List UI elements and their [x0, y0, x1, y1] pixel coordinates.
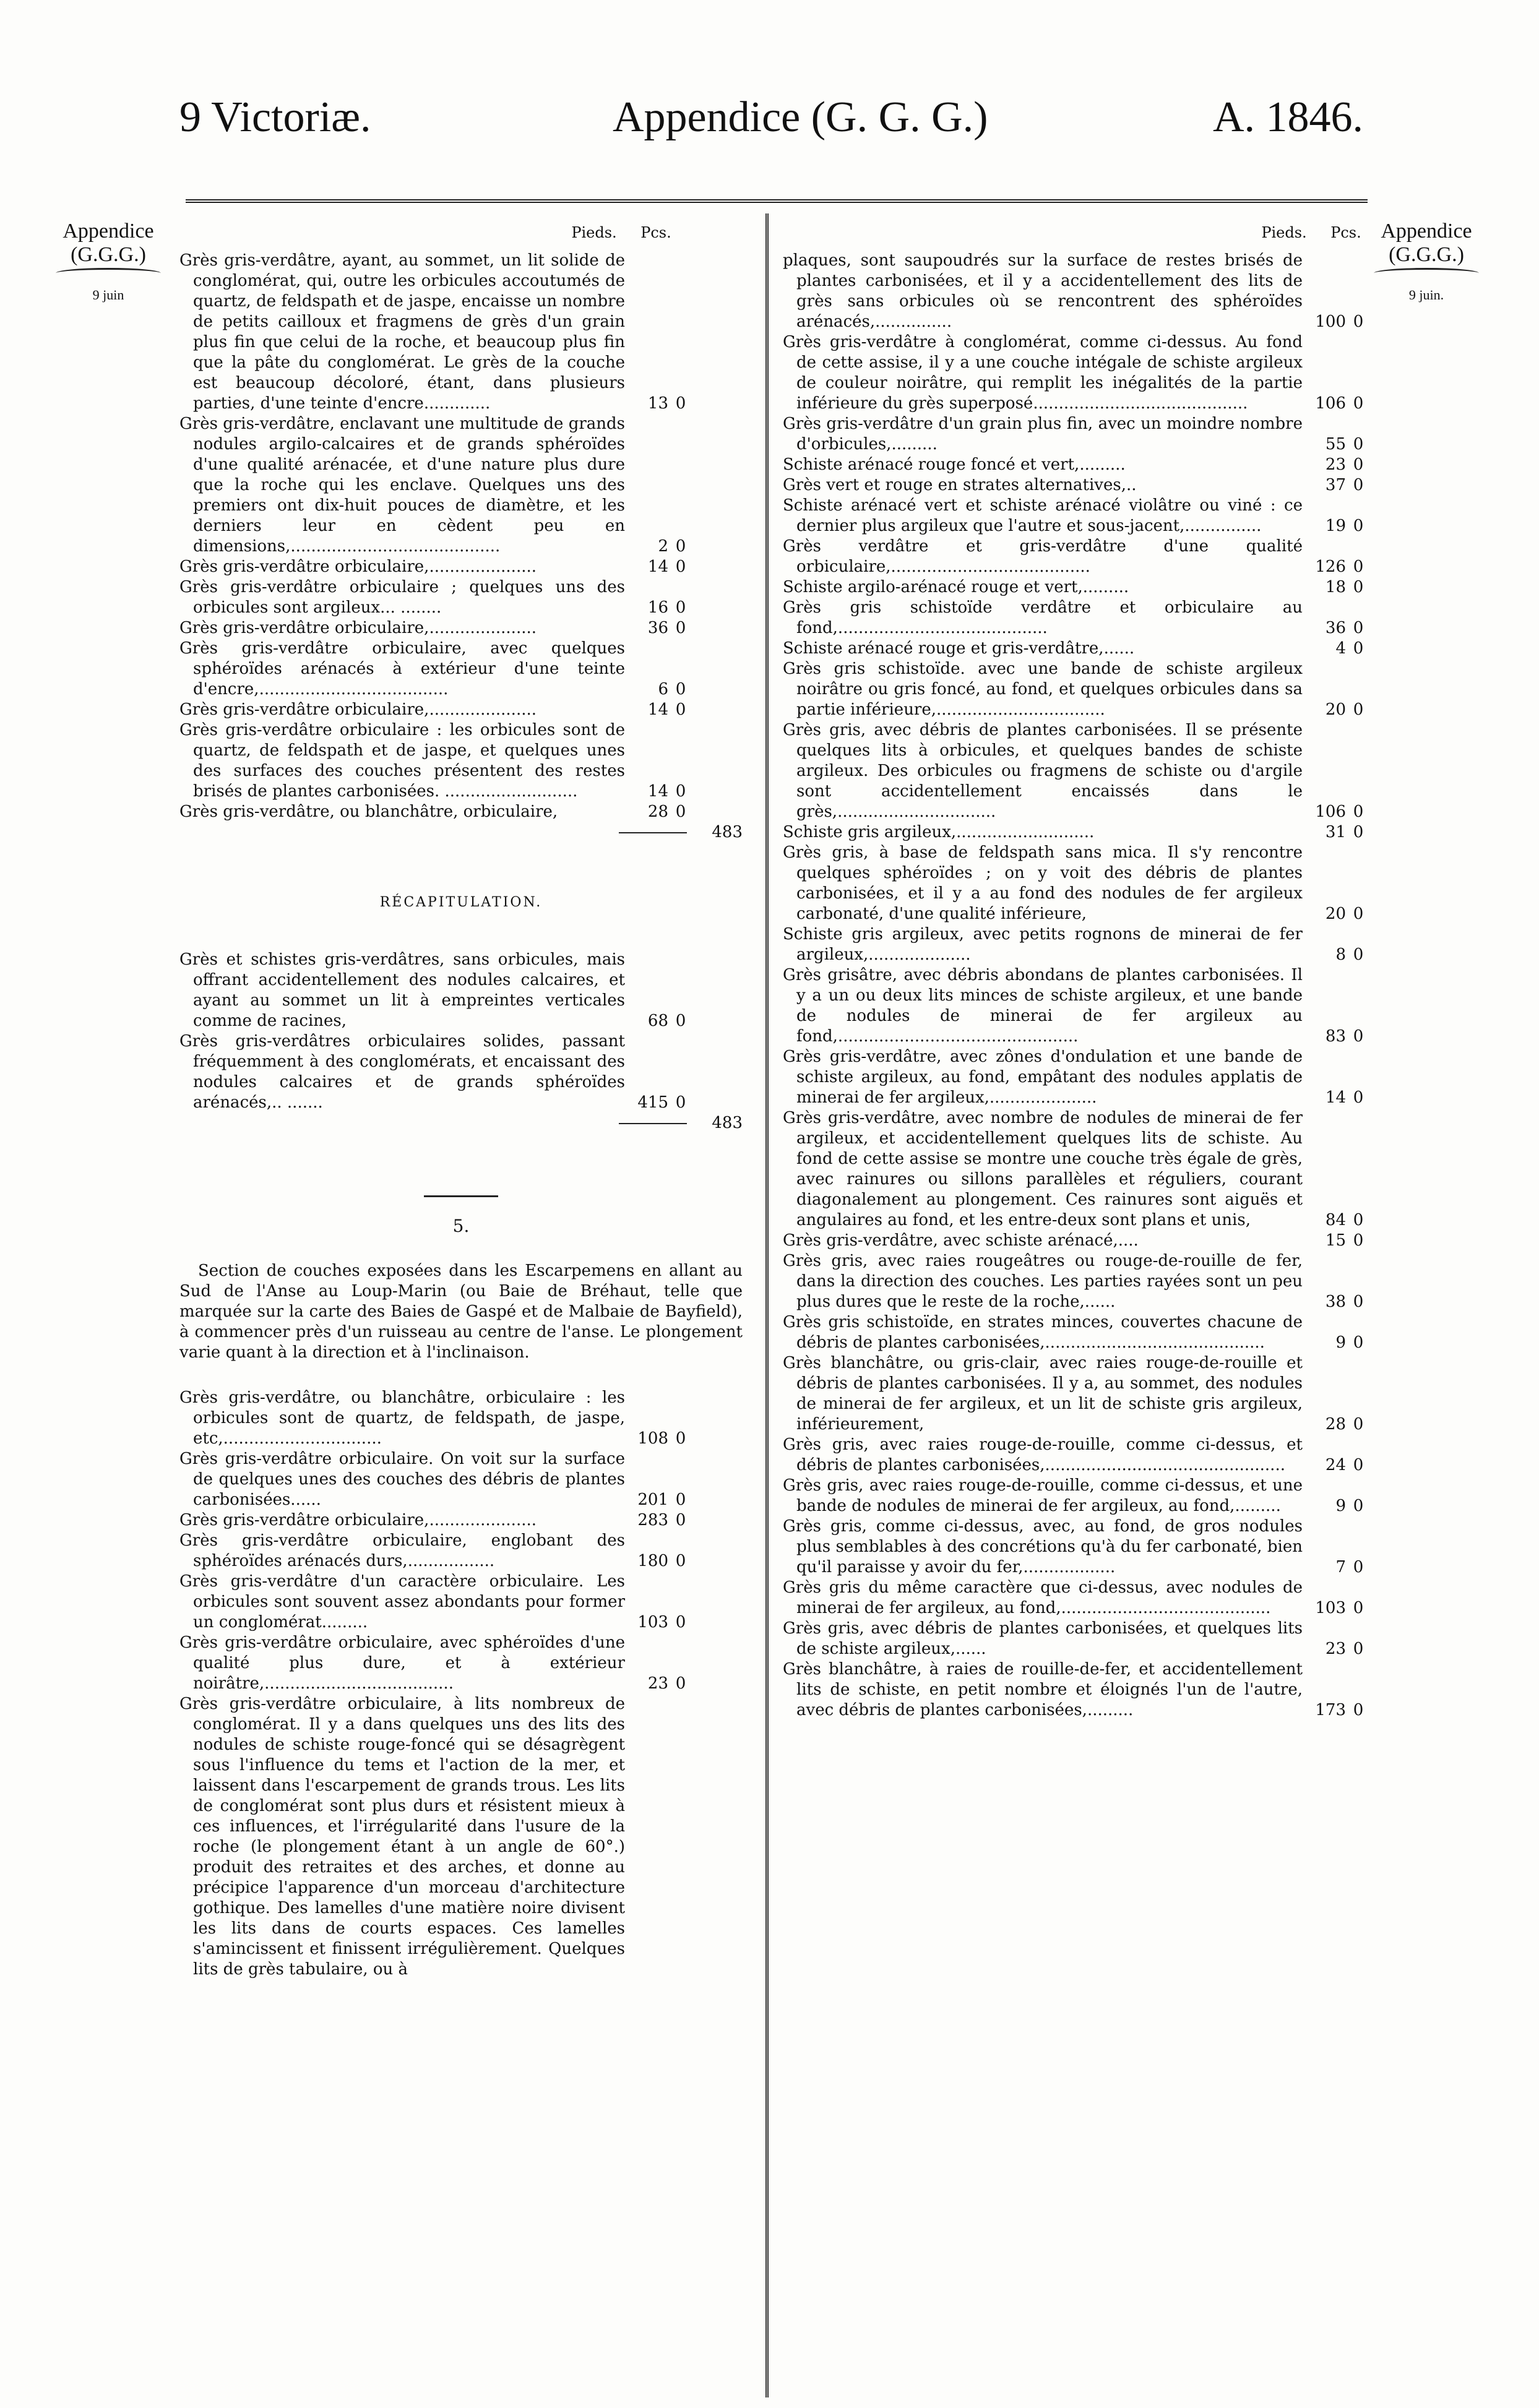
stratum-text: Grès vert et rouge en strates alternatives,..: [783, 476, 1137, 494]
stratum-inches: 0: [675, 680, 686, 699]
head-feet: Pieds.: [571, 224, 617, 241]
section-number: 5.: [452, 1216, 470, 1236]
stratum-feet: 4: [1335, 639, 1346, 658]
stratum-inches: 0: [675, 1093, 686, 1112]
stratum-text: Grès et schistes gris-verdâtres, sans orbicules, mais offrant accidentellement des nodules calcaires, et ayant au sommet un lit à empreintes verticales comme de racines,: [179, 950, 625, 1030]
stratum-inches: 0: [1353, 802, 1364, 821]
stratum-text: Grès gris-verdâtre, enclavant une multitude de grands nodules argilo-calcaires et de grands sphéroïdes d'une qualité arénacée, et d'une nature plus dure que la roche qui les enclave. Quelques uns des premiers ont dix-huit pouces de diamètre, et les derniers leur en cèdent peu en dimensions,.........................................: [179, 415, 626, 556]
margin-label: Appendice (G.G.G.): [1381, 220, 1472, 266]
stratum-inches: 0: [1353, 1292, 1364, 1311]
total-line: [179, 822, 743, 843]
stratum-feet: 23: [647, 1674, 668, 1693]
stratum-text: Grès blanchâtre, à raies de rouille-de-fer, et accidentellement lits de schiste, en petit nombre et éloignés l'un de l'autre, avec débris de plantes carbonisées,.........: [783, 1660, 1303, 1719]
stratum-inches: 0: [1353, 700, 1364, 719]
total-line: [179, 1113, 743, 1133]
stratum-inches: 0: [1353, 517, 1364, 535]
stratum-inches: 0: [675, 619, 686, 637]
stratum-text: Grès gris-verdâtre orbiculaire,.....................: [179, 700, 537, 719]
stratum-row: [783, 536, 1371, 577]
section5-list: [179, 1388, 743, 1980]
stratum-row: [179, 1694, 743, 1980]
stratum-feet: 14: [647, 557, 668, 576]
stratum-row: [179, 1531, 743, 1572]
stratum-row: [783, 1353, 1371, 1435]
stratum-row: [783, 455, 1371, 475]
stratum-row: [783, 598, 1371, 639]
stratum-row: [783, 1108, 1371, 1231]
stratum-row: [783, 924, 1371, 965]
margin-brace: [1374, 268, 1479, 278]
stratum-text: Grès gris, avec débris de plantes carbonisées. Il se présente quelques lits à orbicules, et quelques bandes de schiste argileux. Des orbicules ou fragmens de schiste ou d'argile sont accidentellement encaissés dans le grès,...............................: [783, 721, 1303, 821]
margin-label: Appendice (G.G.G.): [63, 220, 154, 266]
header-right: A. 1846.: [1213, 93, 1364, 141]
stratum-text: Schiste gris argileux, avec petits rognons de minerai de fer argileux,....................: [783, 925, 1303, 964]
stratum-feet: 283: [637, 1511, 668, 1529]
margin-date: 9 juin: [92, 287, 124, 303]
stratum-row: [783, 659, 1371, 720]
stratum-text: Grès gris-verdâtre, ou blanchâtre, orbiculaire : les orbicules sont de quartz, de feldspath, de jaspe, etc,...............................: [179, 1388, 625, 1448]
stratum-inches: 0: [1353, 1333, 1364, 1352]
stratum-inches: 0: [675, 1674, 686, 1693]
stratum-inches: 0: [1353, 945, 1364, 964]
margin-note-left: [50, 220, 167, 307]
stratum-row: [783, 496, 1371, 536]
stratum-text: Grès gris, avec raies rouge-de-rouille, comme ci-dessus, et une bande de nodules de minerai de fer argileux, au fond,.........: [783, 1476, 1303, 1515]
stratum-inches: 0: [675, 1429, 686, 1448]
stratum-row: [179, 1633, 743, 1694]
stratum-feet: 173: [1315, 1701, 1346, 1719]
strata-list: [179, 251, 743, 822]
stratum-text: Grès gris-verdâtre à conglomérat, comme ci-dessus. Au fond de cette assise, il y a une couche intégale de schiste argileux de couleur noirâtre, qui remplit les inégalités de la partie inférieure du grès superposé..........................................: [783, 333, 1303, 413]
stratum-text: Grès gris du même caractère que ci-dessus, avec nodules de minerai de fer argileux, au fond,.........................................: [783, 1578, 1303, 1617]
column-divider: [765, 213, 771, 2397]
stratum-row: [783, 822, 1371, 843]
stratum-row: [783, 1047, 1371, 1108]
stratum-text: Grès gris-verdâtre orbiculaire,.....................: [179, 619, 537, 637]
stratum-inches: 0: [1353, 1231, 1364, 1250]
stratum-text: Grès gris-verdâtre d'un grain plus fin, avec un moindre nombre d'orbicules,.........: [783, 415, 1303, 454]
stratum-inches: 0: [1353, 435, 1364, 454]
section-rule: [424, 1195, 498, 1197]
stratum-row: [783, 414, 1371, 455]
stratum-text: plaques, sont saupoudrés sur la surface de restes brisés de plantes carbonisées, et il y a accidentellement des lits de grès sans orbicules où se rencontrent des sphéroïdes arénacés,...............: [783, 251, 1303, 331]
section-intro: Section de couches exposées dans les Escarpemens en allant au Sud de l'Anse au Loup-Marin (ou Baie de Bréhaut, telle que marquée sur la carte des Baies de Gaspé et de Malbaie de Bayfield), à commencer près d'un ruisseau au centre de l'anse. Le plongement varie quant à la direction et à l'inclinaison.: [179, 1262, 743, 1362]
stratum-feet: 19: [1325, 517, 1346, 535]
stratum-feet: 83: [1325, 1027, 1346, 1046]
stratum-inches: 0: [675, 802, 686, 821]
stratum-inches: 0: [1353, 1558, 1364, 1576]
total-value: 483: [712, 1114, 743, 1132]
head-inches: Pcs.: [1330, 224, 1361, 241]
header-left: 9 Victoriæ.: [179, 93, 371, 141]
margin-brace: [56, 268, 161, 278]
stratum-inches: 0: [1353, 1088, 1364, 1107]
stratum-inches: 0: [675, 1552, 686, 1570]
stratum-feet: 415: [637, 1093, 668, 1112]
stratum-feet: 55: [1325, 435, 1346, 454]
stratum-text: Grès gris-verdâtres orbiculaires solides, passant fréquemment à des conglomérats, et encaissant des nodules calcaires et de grands sphéroïdes arénacés,.. .......: [179, 1032, 625, 1112]
stratum-feet: 201: [637, 1490, 668, 1509]
stratum-inches: 0: [1353, 1027, 1364, 1046]
stratum-inches: 0: [675, 1511, 686, 1529]
stratum-row: [783, 720, 1371, 822]
stratum-text: Grès verdâtre et gris-verdâtre d'une qualité orbiculaire,.......................................: [783, 537, 1303, 576]
stratum-feet: 84: [1325, 1211, 1346, 1229]
stratum-text: Grès blanchâtre, ou gris-clair, avec raies rouge-de-rouille et débris de plantes carbonisées. Il y a, au sommet, des nodules de minerai de fer argileux, et un lit de schiste gris argileux, inférieurement,: [783, 1354, 1303, 1434]
stratum-inches: 0: [1353, 1497, 1364, 1515]
stratum-feet: 14: [647, 782, 668, 801]
stratum-feet: 28: [1325, 1415, 1346, 1434]
stratum-row: [783, 1619, 1371, 1659]
stratum-text: Grès gris-verdâtre orbiculaire ; quelques uns des orbicules sont argileux... ........: [179, 578, 625, 617]
stratum-row: [179, 720, 743, 802]
stratum-text: Grès gris-verdâtre orbiculaire. On voit sur la surface de quelques unes des couches des débris de plantes carbonisées......: [179, 1450, 625, 1509]
stratum-row: [179, 950, 743, 1031]
stratum-row: [783, 1476, 1371, 1516]
stratum-inches: 0: [675, 1490, 686, 1509]
stratum-text: Grès gris, à base de feldspath sans mica. Il s'y rencontre quelques sphéroïdes ; on y voit des débris de plantes carbonisées, et il y a au fond des nodules de fer argileux carbonaté, d'une qualité inférieure,: [783, 843, 1303, 923]
stratum-feet: 68: [647, 1012, 668, 1030]
stratum-feet: 16: [647, 598, 668, 617]
stratum-text: Schiste gris argileux,...........................: [783, 823, 1095, 841]
stratum-feet: 24: [1325, 1456, 1346, 1474]
strata-list: [783, 251, 1371, 1721]
stratum-feet: 100: [1315, 312, 1346, 331]
stratum-text: Grès gris-verdâtre, avec zônes d'ondulation et une bande de schiste argileux, au fond, empâtant des nodules applatis de minerai de fer argileux,.....................: [783, 1047, 1303, 1107]
stratum-text: Grès gris-verdâtre orbiculaire, avec quelques sphéroïdes arénacés à extérieur d'une teinte d'encre,.....................................: [179, 639, 625, 699]
stratum-feet: 23: [1325, 1640, 1346, 1658]
stratum-feet: 37: [1325, 476, 1346, 494]
stratum-text: Schiste arénacé vert et schiste arénacé violâtre ou viné : ce dernier plus argileux que l'autre et sous-jacent,...............: [783, 496, 1303, 535]
header-center: Appendice (G. G. G.): [613, 93, 988, 141]
stratum-row: [783, 1231, 1371, 1251]
stratum-row: [179, 700, 743, 720]
stratum-row: [179, 639, 743, 700]
column-head: [783, 223, 1371, 243]
stratum-text: Grès gris-verdâtre orbiculaire, avec sphéroïdes d'une qualité plus dure, et à extérieur noirâtre,.....................................: [179, 1633, 625, 1693]
stratum-inches: 0: [675, 557, 686, 576]
stratum-row: [783, 1251, 1371, 1312]
stratum-row: [179, 618, 743, 639]
stratum-inches: 0: [675, 700, 686, 719]
stratum-inches: 0: [1353, 455, 1364, 474]
recap-list: [179, 950, 743, 1113]
stratum-inches: 0: [1353, 1456, 1364, 1474]
stratum-text: Grès gris-verdâtre, avec nombre de nodules de minerai de fer argileux, et accidentellement quelques lits de schiste. Au fond de cette assise se montre une couche très égale de grès, avec rainures ou sillons parallèles et réguliers, courant diagonalement au plongement. Ces rainures sont aiguës et angulaires au fond, et les entre-deux sont plans et unis,: [783, 1109, 1303, 1229]
stratum-text: Grès gris-verdâtre orbiculaire, englobant des sphéroïdes arénacés durs,.................: [179, 1531, 625, 1570]
stratum-row: [783, 251, 1371, 332]
stratum-feet: 6: [658, 680, 668, 699]
stratum-text: Schiste arénacé rouge et gris-verdâtre,......: [783, 639, 1135, 658]
stratum-row: [783, 475, 1371, 496]
stratum-inches: 0: [1353, 1701, 1364, 1719]
stratum-feet: 23: [1325, 455, 1346, 474]
stratum-feet: 9: [1335, 1333, 1346, 1352]
stratum-row: [179, 1510, 743, 1531]
stratum-feet: 36: [647, 619, 668, 637]
stratum-feet: 18: [1325, 578, 1346, 596]
stratum-inches: 0: [1353, 1599, 1364, 1617]
head-inches: Pcs.: [640, 224, 671, 241]
stratum-inches: 0: [1353, 394, 1364, 413]
stratum-inches: 0: [1353, 1415, 1364, 1434]
left-column: [179, 223, 743, 1980]
stratum-text: Grès gris-verdâtre, ou blanchâtre, orbiculaire,: [179, 802, 558, 821]
stratum-row: [179, 251, 743, 414]
stratum-text: Grès gris-verdâtre orbiculaire,.....................: [179, 1511, 537, 1529]
stratum-row: [179, 1388, 743, 1449]
stratum-text: Schiste argilo-arénacé rouge et vert,.........: [783, 578, 1129, 596]
stratum-inches: 0: [1353, 578, 1364, 596]
stratum-inches: 0: [675, 598, 686, 617]
stratum-text: Grès grisâtre, avec débris abondans de plantes carbonisées. Il y a un ou deux lits minces de schiste argileux, et une bande de nodules de minerai de fer argileux au fond,...............................................: [783, 966, 1303, 1046]
stratum-feet: 38: [1325, 1292, 1346, 1311]
stratum-feet: 180: [637, 1552, 668, 1570]
stratum-row: [179, 557, 743, 577]
stratum-row: [179, 1449, 743, 1510]
stratum-text: Grès gris schistoïde. avec une bande de schiste argileux noirâtre ou gris foncé, au fond, et quelques orbicules dans sa partie inférieure,.................................: [783, 660, 1303, 719]
stratum-row: [179, 1572, 743, 1633]
stratum-feet: 103: [1315, 1599, 1346, 1617]
stratum-text: Schiste arénacé rouge foncé et vert,.........: [783, 455, 1126, 474]
stratum-text: Grès gris-verdâtre orbiculaire, à lits nombreux de conglomérat. Il y a dans quelques uns des lits des nodules de schiste rouge-foncé qui se désagrègent sous l'influence du tems et l'action de la mer, et laissent dans l'escarpement de grands trous. Les lits de conglomérat sont plus durs et résistent mieux à ces influences, et l'irrégularité dans l'usure de la roche (le plongement étant à un angle de 60°.) produit des retraites et des arches, et donne au précipice l'apparence d'un morceau d'architecture gothique. Des lamelles d'une matière noire divisent les lits dans de courts espaces. Ces lamelles s'amincissent et finissent irrégulièrement. Quelques lits de grès tabulaire, ou à: [179, 1695, 625, 1979]
stratum-inches: 0: [675, 394, 686, 413]
stratum-feet: 8: [1335, 945, 1346, 964]
stratum-inches: 0: [1353, 619, 1364, 637]
stratum-row: [179, 414, 743, 557]
stratum-inches: 0: [1353, 823, 1364, 841]
stratum-inches: 0: [1353, 557, 1364, 576]
total-value: 483: [712, 823, 743, 841]
stratum-text: Grès gris-verdâtre orbiculaire,.....................: [179, 557, 537, 576]
stratum-feet: 106: [1315, 802, 1346, 821]
stratum-inches: 0: [675, 782, 686, 801]
stratum-inches: 0: [1353, 1640, 1364, 1658]
head-feet: Pieds.: [1261, 224, 1307, 241]
stratum-text: Grès gris, avec raies rouge-de-rouille, comme ci-dessus, et débris de plantes carbonisées,...............................................: [783, 1435, 1303, 1474]
stratum-row: [783, 843, 1371, 924]
stratum-inches: 0: [675, 1613, 686, 1632]
stratum-text: Grès gris schistoïde verdâtre et orbiculaire au fond,.........................................: [783, 598, 1303, 637]
stratum-row: [783, 1312, 1371, 1353]
stratum-feet: 14: [1325, 1088, 1346, 1107]
stratum-inches: 0: [1353, 639, 1364, 658]
stratum-text: Grès gris-verdâtre d'un caractère orbiculaire. Les orbicules sont souvent assez abondants pour former un conglomérat.........: [179, 1572, 625, 1632]
stratum-inches: 0: [675, 537, 686, 556]
stratum-text: Grès gris-verdâtre orbiculaire : les orbicules sont de quartz, de feldspath et de jaspe, et quelques unes des surfaces des couches présentent des restes brisés de plantes carbonisées. ..........................: [179, 721, 625, 801]
stratum-inches: 0: [675, 1012, 686, 1030]
stratum-feet: 31: [1325, 823, 1346, 841]
stratum-row: [179, 802, 743, 822]
column-head: [179, 223, 743, 243]
stratum-row: [179, 1031, 743, 1113]
margin-date: 9 juin.: [1408, 287, 1444, 303]
stratum-feet: 103: [637, 1613, 668, 1632]
header-rule: [186, 199, 1368, 207]
stratum-row: [179, 577, 743, 618]
stratum-row: [783, 639, 1371, 659]
margin-note-right: [1368, 220, 1485, 307]
stratum-row: [783, 577, 1371, 598]
stratum-feet: 15: [1325, 1231, 1346, 1250]
stratum-feet: 13: [647, 394, 668, 413]
stratum-row: [783, 1578, 1371, 1619]
stratum-feet: 28: [647, 802, 668, 821]
stratum-text: Grès gris-verdâtre, avec schiste arénacé,....: [783, 1231, 1139, 1250]
stratum-row: [783, 1659, 1371, 1721]
stratum-text: Grès gris schistoïde, en strates minces, couvertes chacune de débris de plantes carbonisées,...........................................: [783, 1313, 1303, 1352]
stratum-text: Grès gris, comme ci-dessus, avec, au fond, de gros nodules plus semblables à des concrétions qu'à du fer carbonaté, bien qu'il paraisse y avoir du fer,..................: [783, 1517, 1303, 1576]
stratum-feet: 36: [1325, 619, 1346, 637]
stratum-feet: 2: [658, 537, 668, 556]
stratum-row: [783, 965, 1371, 1047]
stratum-feet: 108: [637, 1429, 668, 1448]
stratum-row: [783, 332, 1371, 414]
stratum-inches: 0: [1353, 312, 1364, 331]
stratum-feet: 9: [1335, 1497, 1346, 1515]
stratum-feet: 14: [647, 700, 668, 719]
stratum-feet: 20: [1325, 700, 1346, 719]
stratum-row: [783, 1516, 1371, 1578]
recap-title: RÉCAPITULATION.: [379, 895, 543, 910]
stratum-text: Grès gris, avec débris de plantes carbonisées, et quelques lits de schiste argileux,......: [783, 1619, 1303, 1658]
stratum-feet: 106: [1315, 394, 1346, 413]
stratum-feet: 7: [1335, 1558, 1346, 1576]
stratum-text: Grès gris, avec raies rougeâtres ou rouge-de-rouille de fer, dans la direction des couches. Les parties rayées sont un peu plus dures que le reste de la roche,......: [783, 1252, 1303, 1311]
stratum-text: Grès gris-verdâtre, ayant, au sommet, un lit solide de conglomérat, qui, outre les orbicules accoutumés de quartz, de feldspath et de jaspe, encaisse un nombre de petits cailloux et fragmens de grès d'un grain plus fin que celui de la roche, et beaucoup plus fin que la pâte du conglomérat. Le grès de la couche est beaucoup décoloré, étant, dans plusieurs parties, d'une teinte d'encre.............: [179, 251, 625, 413]
stratum-inches: 0: [1353, 476, 1364, 494]
stratum-feet: 126: [1315, 557, 1346, 576]
stratum-feet: 20: [1325, 905, 1346, 923]
stratum-row: [783, 1435, 1371, 1476]
right-column: [783, 223, 1371, 1721]
stratum-inches: 0: [1353, 905, 1364, 923]
stratum-inches: 0: [1353, 1211, 1364, 1229]
